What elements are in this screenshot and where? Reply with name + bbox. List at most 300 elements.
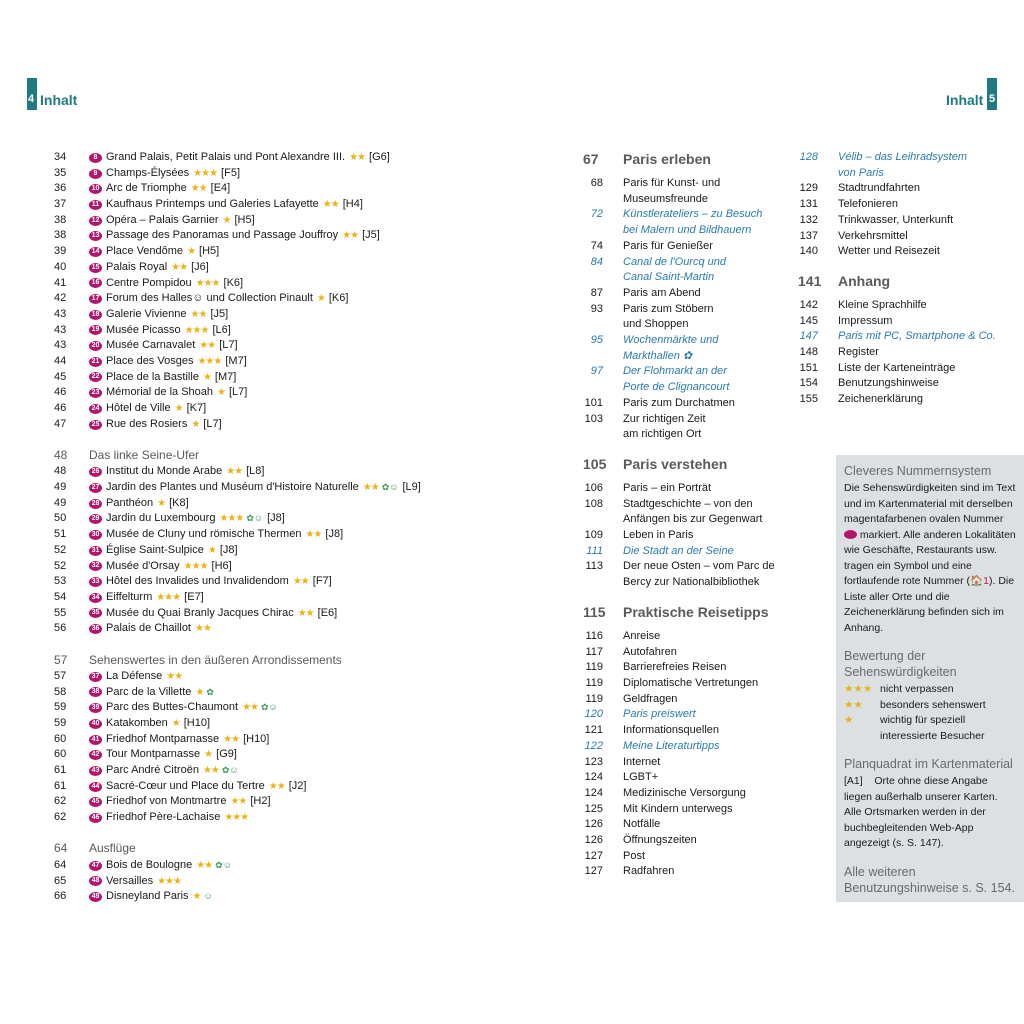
chapter-page-number: 115	[583, 604, 606, 621]
entry-page-number: 148	[799, 346, 818, 359]
chapter-title: Anhang	[838, 273, 891, 290]
entry-title: bei Malern und Bildhauern	[623, 224, 752, 237]
numbering-text-1: Die Sehenswürdigkeiten sind im Text und im Kartenmaterial mit derselben magentafarbenen ovalen Nummer	[844, 482, 1016, 525]
toc-entry	[54, 559, 474, 575]
map-grid-reference: [L6]	[212, 323, 231, 336]
entry-page-number: 72	[590, 208, 603, 221]
entry-page-number: 119	[585, 692, 603, 705]
toc-entry	[54, 291, 474, 307]
toc-entry	[798, 213, 1018, 229]
map-grid-reference: [J8]	[219, 543, 238, 556]
toc-entry	[583, 802, 783, 818]
rating-stars-icon: ★★	[223, 733, 240, 745]
entry-page-number: 151	[799, 361, 818, 374]
toc-entry	[54, 228, 474, 244]
grid-title: Planquadrat im Kartenmaterial	[844, 757, 1013, 771]
rating-stars-icon: ★	[844, 714, 854, 726]
entry-title: Parc des Buttes-Chaumont	[106, 701, 239, 714]
toc-entry	[798, 376, 1018, 392]
rating-stars-icon: ★★★	[219, 513, 244, 525]
entry-title: Palais de Chaillot	[106, 622, 191, 635]
entry-page-number: 38	[54, 229, 67, 242]
entry-page-number: 137	[799, 229, 818, 242]
chapter-title: Paris verstehen	[623, 456, 728, 473]
entry-page-number: 39	[54, 245, 67, 258]
entry-page-number: 93	[590, 302, 603, 315]
toc-entry	[54, 244, 474, 260]
entry-page-number: 61	[54, 764, 67, 777]
toc-entry	[798, 150, 1018, 166]
toc-entry	[583, 559, 783, 575]
toc-chapter-heading	[583, 150, 783, 170]
sight-number-badge: 41	[89, 735, 102, 745]
entry-title: Künstlerateliers – zu Besuch	[623, 208, 763, 221]
sight-number-badge: 25	[89, 420, 102, 430]
entry-title: Place des Vosges	[106, 354, 194, 367]
entry-title: Musée d'Orsay	[106, 559, 180, 572]
feature-symbols: ✿☺	[381, 482, 399, 493]
entry-title: Katakomben	[106, 717, 168, 729]
legend-info-box	[836, 455, 1024, 902]
sight-number-badge: 38	[89, 687, 102, 697]
entry-page-number: 62	[54, 811, 67, 824]
entry-title: Zur richtigen Zeit	[623, 412, 706, 425]
entry-page-number: 59	[54, 717, 67, 729]
entry-title: Grand Palais, Petit Palais und Pont Alexandre III.	[106, 151, 346, 163]
rating-stars-icon: ★★	[305, 529, 322, 541]
rating-legend-row	[844, 713, 1016, 744]
toc-entry	[798, 361, 1018, 377]
entry-title: Centre Pompidou	[106, 276, 192, 289]
rating-stars-icon: ★★	[844, 698, 863, 711]
section-page-number: 64	[54, 841, 68, 856]
entry-page-number: 60	[54, 748, 67, 761]
toc-section-heading	[54, 447, 474, 464]
rating-stars-icon: ★	[171, 718, 180, 729]
entry-title: Musée du Quai Branly Jacques Chirac	[106, 606, 294, 619]
map-grid-reference: [M7]	[225, 354, 247, 367]
toc-entry	[583, 817, 783, 833]
entry-title: Trinkwasser, Unterkunft	[838, 213, 954, 226]
rating-stars-icon: ★	[157, 497, 166, 509]
entry-title: von Paris	[838, 166, 884, 179]
entry-page-number: 50	[54, 512, 67, 525]
entry-title: Canal de l'Ourcq und	[623, 255, 726, 268]
rating-description: wichtig für speziell interessierte Besucher	[880, 714, 985, 742]
rating-stars-icon: ★	[316, 293, 325, 305]
rating-stars-icon: ★★★	[184, 324, 209, 336]
entry-page-number: 103	[584, 412, 603, 425]
map-grid-reference: [E7]	[184, 590, 204, 603]
chapter-title: Paris erleben	[623, 151, 711, 168]
toc-entry	[54, 669, 474, 685]
toc-entry	[798, 229, 1018, 245]
entry-title: Friedhof von Montmartre	[106, 795, 227, 808]
rating-stars-icon: ★★	[166, 670, 183, 682]
map-grid-reference: [J2]	[288, 779, 307, 792]
entry-page-number: 52	[54, 543, 67, 556]
entry-title: Kleine Sprachhilfe	[838, 298, 927, 311]
entry-page-number: 36	[54, 182, 67, 195]
sight-number-badge: 24	[89, 404, 102, 414]
sight-number-badge: 23	[89, 388, 102, 398]
toc-entry	[798, 329, 1018, 345]
sight-number-badge: 26	[89, 467, 102, 477]
toc-entry	[54, 480, 474, 496]
entry-page-number: 155	[799, 393, 818, 406]
toc-section-heading	[54, 841, 474, 858]
entry-title: Rue des Rosiers	[106, 417, 188, 430]
entry-title: Opéra – Palais Garnier	[106, 213, 219, 226]
map-grid-reference: [J8]	[325, 528, 344, 541]
entry-page-number: 122	[584, 739, 603, 752]
toc-entry	[583, 645, 783, 661]
entry-title: Hôtel des Invalides und Invalidendom	[106, 575, 289, 588]
sight-number-badge: 9	[89, 169, 102, 179]
entry-page-number: 97	[590, 365, 603, 378]
map-grid-reference: [E6]	[317, 606, 338, 619]
rating-stars-icon: ★★	[202, 765, 219, 777]
entry-page-number: 52	[54, 559, 67, 572]
rating-stars-icon: ★	[191, 418, 200, 430]
rating-stars-icon: ★	[207, 544, 216, 556]
entry-title: und Shoppen	[623, 318, 689, 331]
entry-page-number: 111	[586, 544, 603, 557]
entry-page-number	[583, 427, 603, 443]
grid-text	[844, 774, 1016, 852]
entry-page-number: 126	[584, 818, 603, 831]
toc-entry	[54, 323, 474, 339]
numbering-text-3: ). Die Liste aller Orte und die Zeichenerklärung befinden sich im Anhang.	[844, 575, 1015, 634]
section-title: Ausflüge	[89, 841, 136, 856]
entry-page-number: 47	[54, 417, 67, 430]
toc-entry	[54, 779, 474, 795]
entry-title: Paris für Kunst- und	[623, 177, 721, 189]
entry-page-number	[583, 575, 603, 591]
entry-page-number: 34	[54, 151, 67, 163]
entry-title: Stadtgeschichte – von den	[623, 497, 753, 510]
entry-title: Paris – ein Porträt	[623, 481, 712, 494]
map-grid-reference: [L7]	[219, 339, 238, 352]
sight-number-badge: 33	[89, 577, 102, 587]
entry-page-number: 55	[54, 606, 67, 619]
entry-title: Palais Royal	[106, 260, 168, 273]
entry-title: Geldfragen	[623, 692, 678, 705]
entry-page-number: 44	[54, 354, 67, 367]
entry-page-number: 119	[585, 676, 603, 689]
entry-page-number	[583, 512, 603, 528]
rating-title: Bewertung der Sehenswürdigkeiten	[844, 649, 957, 679]
entry-title: Champs-Élysées	[106, 166, 190, 179]
sight-number-badge: 39	[89, 703, 102, 713]
toc-entry	[54, 385, 474, 401]
toc-entry	[583, 223, 783, 239]
toc-entry	[583, 676, 783, 692]
entry-title: Sacré-Cœur und Place du Tertre	[106, 779, 265, 792]
entry-title: Barrierefreies Reisen	[623, 661, 727, 674]
toc-entry	[54, 716, 474, 732]
feature-symbols: ✿☺	[215, 859, 232, 870]
entry-title: Passage des Panoramas und Passage Jouffroy	[106, 229, 339, 242]
right-page-number: 5	[989, 93, 996, 105]
rating-description: besonders sehenswert	[880, 698, 986, 711]
rating-stars-icon: ★	[204, 749, 213, 761]
entry-page-number: 84	[590, 255, 603, 268]
toc-entry	[54, 401, 474, 417]
entry-page-number: 116	[585, 629, 603, 642]
entry-title: Kaufhaus Printemps und Galeries Lafayette	[106, 198, 319, 211]
sight-number-badge: 30	[89, 530, 102, 540]
rating-stars-icon: ★★	[322, 199, 339, 211]
rating-legend-row	[844, 698, 1016, 714]
toc-entry	[54, 810, 474, 826]
feature-symbols: ✿☺	[221, 765, 239, 776]
entry-page-number: 51	[54, 528, 67, 541]
rating-stars-icon: ★★	[199, 340, 216, 352]
map-grid-reference: [G9]	[216, 748, 237, 761]
entry-title: Museumsfreunde	[623, 192, 708, 205]
sight-number-badge: 21	[89, 357, 102, 367]
sight-number-badge: 22	[89, 372, 102, 382]
entry-title: Panthéon	[106, 496, 154, 509]
rating-stars-icon: ★	[222, 214, 231, 226]
entry-page-number: 41	[54, 276, 67, 289]
entry-title: Bois de Boulogne	[106, 858, 193, 871]
entry-page-number: 127	[584, 849, 603, 862]
entry-title: LGBT+	[623, 771, 659, 784]
toc-entry	[54, 794, 474, 810]
entry-page-number: 45	[54, 370, 67, 383]
entry-title: Internet	[623, 755, 661, 768]
feature-symbols: ✿	[206, 686, 214, 697]
toc-entry	[583, 575, 783, 591]
entry-page-number: 129	[799, 182, 818, 195]
toc-entry	[583, 629, 783, 645]
toc-entry	[583, 692, 783, 708]
rating-stars-icon: ★★	[226, 466, 243, 478]
rating-description: nicht verpassen	[880, 683, 954, 695]
entry-page-number: 43	[54, 339, 67, 352]
entry-title: Diplomatische Vertretungen	[623, 676, 759, 689]
map-grid-reference: [G6]	[369, 151, 390, 163]
entry-title: Medizinische Versorgung	[623, 786, 746, 799]
grid-description: Orte ohne diese Angabe liegen außerhalb unserer Karten. Alle Ortsmarken werden in der buchbegleitenden Web-App angezeigt (s. S. 147).	[844, 775, 998, 849]
entry-page-number: 126	[584, 834, 603, 847]
rating-stars-icon: ★★★	[156, 591, 181, 603]
map-grid-reference: [J5]	[210, 307, 229, 320]
entry-title: Hôtel de Ville	[106, 402, 171, 414]
entry-page-number: 48	[54, 465, 67, 478]
entry-title: Friedhof Montparnasse	[106, 732, 220, 745]
entry-page-number: 119	[585, 661, 603, 674]
entry-title: Musée Picasso	[106, 323, 181, 336]
rating-stars-icon: ★★★	[183, 560, 208, 572]
sight-number-badge: 40	[89, 719, 102, 729]
entry-title: Anreise	[623, 629, 661, 642]
sight-number-badge: 8	[89, 153, 102, 163]
entry-page-number: 140	[799, 245, 818, 258]
toc-entry	[54, 747, 474, 763]
map-grid-reference: [K6]	[328, 292, 349, 305]
rating-stars-icon: ★	[195, 686, 204, 698]
entry-title: Mémorial de la Shoah	[106, 386, 214, 399]
further-hints: Alle weiteren Benutzungshinweise s. S. 154.	[844, 864, 1015, 895]
toc-chapter-heading	[583, 455, 783, 475]
entry-page-number: 58	[54, 685, 67, 698]
toc-entry	[798, 181, 1018, 197]
entry-title: Friedhof Père-Lachaise	[106, 811, 221, 824]
sight-number-badge: 13	[89, 231, 102, 241]
entry-title: Liste der Karteneinträge	[838, 361, 956, 374]
toc-entry	[798, 166, 1018, 182]
toc-entry	[583, 770, 783, 786]
entry-title: Église Saint-Sulpice	[106, 543, 204, 556]
entry-page-number: 121	[584, 724, 603, 737]
rating-stars-icon: ★	[192, 891, 201, 903]
section-page-number: 48	[54, 448, 68, 463]
entry-page-number: 54	[54, 590, 67, 603]
entry-page-number: 131	[799, 198, 818, 211]
entry-page-number	[583, 223, 603, 239]
rating-stars-icon: ★	[202, 371, 211, 383]
entry-page-number: 132	[799, 213, 818, 226]
entry-title: Radfahren	[623, 865, 675, 878]
entry-title: Disneyland Paris	[106, 890, 189, 903]
toc-entry	[54, 260, 474, 276]
entry-page-number: 57	[54, 669, 67, 682]
toc-entry	[583, 660, 783, 676]
sight-number-badge: 32	[89, 561, 102, 571]
entry-title: Canal Saint-Martin	[623, 271, 715, 284]
sight-number-badge: 17	[89, 294, 102, 304]
sight-number-badge: 34	[89, 593, 102, 603]
toc-entry	[583, 707, 783, 723]
entry-title: Musée de Cluny und römische Thermen	[106, 528, 302, 541]
entry-title: Paris am Abend	[623, 286, 701, 299]
entry-page-number: 117	[585, 645, 603, 658]
entry-page-number: 46	[54, 386, 67, 399]
entry-page-number: 49	[54, 496, 67, 509]
toc-entry	[583, 833, 783, 849]
rating-stars-icon: ★★★	[197, 355, 222, 367]
toc-chapter-heading	[583, 603, 783, 623]
rating-stars-icon: ★★	[190, 308, 207, 320]
left-toc-column	[54, 150, 474, 905]
toc-entry	[583, 364, 783, 380]
entry-page-number: 145	[799, 314, 818, 327]
rating-stars-icon: ★	[174, 403, 183, 414]
toc-entry	[583, 302, 783, 318]
sight-number-badge: 15	[89, 263, 102, 273]
entry-title: Paris mit PC, Smartphone & Co.	[838, 330, 996, 343]
entry-title: Benutzungshinweise	[838, 377, 939, 390]
toc-entry	[54, 685, 474, 701]
toc-entry	[54, 181, 474, 197]
red-number-icon: 🏠1	[970, 575, 989, 587]
toc-entry	[583, 497, 783, 513]
feature-symbols: ✿☺	[246, 513, 264, 524]
sight-number-badge: 20	[89, 341, 102, 351]
sight-number-badge: 27	[89, 483, 102, 493]
entry-page-number: 101	[584, 396, 603, 409]
map-grid-reference: [J6]	[191, 260, 209, 273]
entry-title: Eiffelturm	[106, 590, 153, 603]
sight-number-badge: 35	[89, 608, 102, 618]
left-page-number: 4	[28, 93, 35, 105]
entry-page-number: 66	[54, 890, 67, 903]
right-page-title: Inhalt	[946, 92, 984, 108]
entry-title: Place de la Bastille	[106, 370, 199, 383]
entry-title: Paris zum Stöbern	[623, 302, 714, 315]
rating-stars-icon: ★★	[195, 623, 211, 635]
toc-entry	[54, 307, 474, 323]
map-grid-reference: [H5]	[234, 213, 255, 226]
entry-title: Galerie Vivienne	[106, 307, 187, 320]
entry-title: Jardin des Plantes und Muséum d'Histoire Naturelle	[106, 481, 359, 494]
toc-entry	[583, 317, 783, 333]
entry-page-number: 46	[54, 402, 67, 414]
chapter-title: Praktische Reisetipps	[623, 604, 769, 621]
toc-section-heading	[54, 652, 474, 669]
toc-entry	[798, 298, 1018, 314]
map-grid-reference: [H10]	[183, 717, 211, 729]
entry-page-number: 128	[799, 151, 818, 163]
entry-page-number	[798, 166, 818, 182]
toc-entry	[54, 150, 474, 166]
sight-number-badge: 49	[89, 892, 102, 902]
map-grid-reference: [K6]	[223, 276, 244, 289]
toc-entry	[583, 286, 783, 302]
numbering-title: Cleveres Nummernsystem	[844, 464, 992, 478]
rating-stars-icon: ★★	[230, 796, 247, 808]
magenta-badge-icon	[844, 530, 857, 539]
entry-page-number: 124	[584, 771, 603, 784]
entry-page-number: 125	[584, 802, 603, 815]
numbering-text-2: markiert. Alle anderen Lokalitäten wie Geschäfte, Restaurants usw. tragen ein Symbol und eine fortlaufende rote Nummer (	[844, 528, 1016, 587]
entry-title: Verkehrsmittel	[838, 229, 908, 242]
feature-symbols: ✿☺	[261, 702, 278, 713]
toc-entry	[583, 380, 783, 396]
toc-entry	[583, 528, 783, 544]
section-title: Das linke Seine-Ufer	[89, 448, 200, 463]
entry-page-number: 43	[54, 307, 67, 320]
entry-title: Autofahren	[623, 645, 677, 658]
feature-symbols: ☺	[203, 891, 213, 902]
toc-entry	[583, 239, 783, 255]
entry-page-number: 147	[799, 330, 818, 343]
map-grid-reference: [L9]	[402, 481, 421, 494]
toc-entry	[583, 270, 783, 286]
toc-entry	[54, 370, 474, 386]
entry-page-number: 65	[54, 874, 67, 887]
rating-stars-icon: ★	[187, 246, 196, 258]
toc-entry	[583, 849, 783, 865]
entry-title: Wetter und Reisezeit	[838, 245, 940, 258]
sight-number-badge: 18	[89, 310, 102, 320]
entry-title: Stadtrundfahrten	[838, 182, 920, 195]
map-grid-reference: [F7]	[312, 575, 332, 588]
toc-entry	[54, 213, 474, 229]
sight-number-badge: 42	[89, 750, 102, 760]
toc-entry	[583, 786, 783, 802]
entry-page-number: 43	[54, 323, 67, 336]
sight-number-badge: 14	[89, 247, 102, 257]
toc-entry	[798, 314, 1018, 330]
toc-entry	[54, 354, 474, 370]
sight-number-badge: 11	[89, 200, 102, 210]
toc-entry	[54, 590, 474, 606]
entry-page-number: 59	[54, 701, 67, 714]
